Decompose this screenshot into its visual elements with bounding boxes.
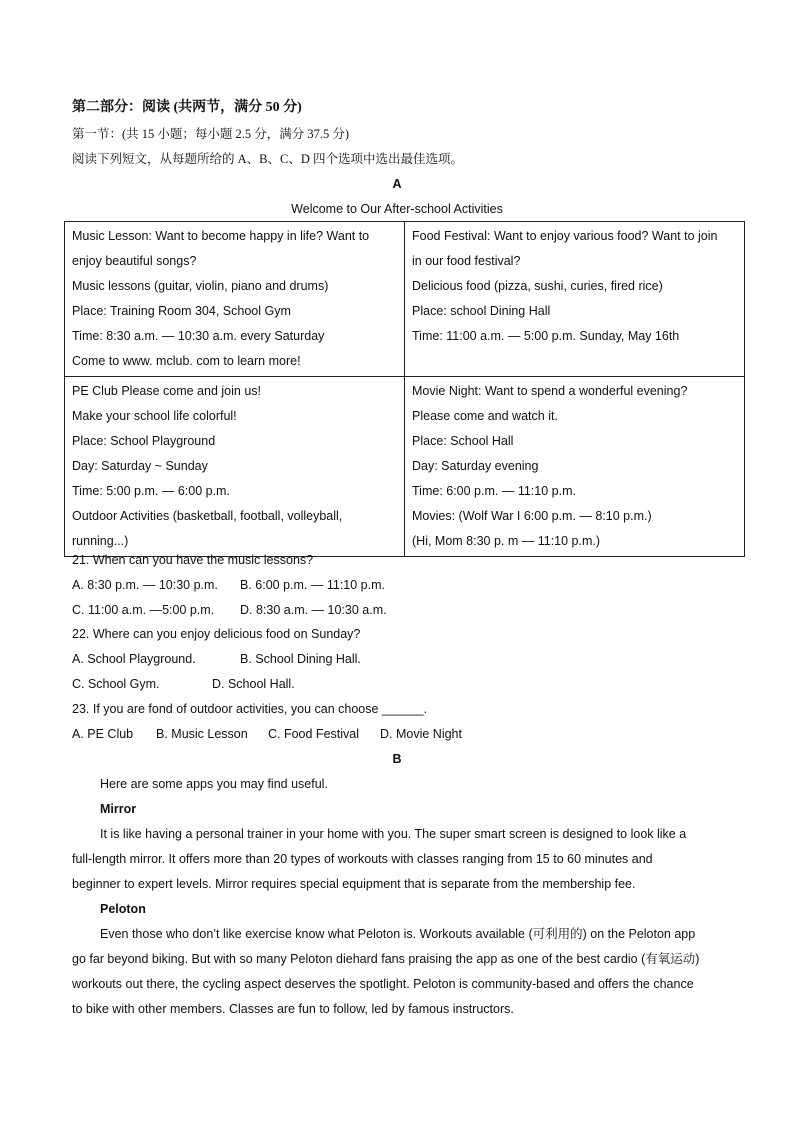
section-title: 第二部分：阅读 (共两节，满分 50 分) xyxy=(72,100,302,115)
passage-b-letter: B xyxy=(392,752,402,766)
cell-line xyxy=(72,224,397,249)
passage-a-letter: A xyxy=(392,177,402,191)
paragraph-line xyxy=(72,922,722,947)
option-a: A. 8:30 p.m. — 10:30 p.m. xyxy=(72,578,218,592)
cell-line: Day: Saturday ~ Sunday xyxy=(72,459,208,473)
activities-table xyxy=(64,221,745,557)
question-21-options-row xyxy=(72,602,387,618)
question-22-stem: 22. Where can you enjoy delicious food on Sunday? xyxy=(72,627,361,641)
cell-line: running...) xyxy=(72,534,129,548)
paragraph-line-text: It is like having a personal trainer in your home with you. The super smart screen is designed to look like a xyxy=(100,827,687,841)
cell-line: Outdoor Activities (basketball, football, volleyball, xyxy=(72,509,343,523)
cell-line: Movies: (Wolf War I 6:00 p.m. — 8:10 p.m.) xyxy=(412,509,652,523)
cell-line: Make your school life colorful! xyxy=(72,409,237,423)
table-row xyxy=(65,377,745,557)
option-d: D. 8:30 a.m. — 10:30 a.m. xyxy=(240,603,387,617)
option-c: C. 11:00 a.m. —5:00 p.m. xyxy=(72,603,215,617)
question-21-stem: 21. When can you have the music lessons? xyxy=(72,553,314,567)
food-festival-cell xyxy=(405,222,745,377)
cell-line: Please come and watch it. xyxy=(412,409,558,423)
paragraph-line xyxy=(72,972,722,997)
cell-line: Place: School Playground xyxy=(72,434,216,448)
option-d: D. Movie Night xyxy=(380,727,462,741)
cell-line: Music lessons (guitar, violin, piano and drums) xyxy=(72,279,329,293)
option-c: C. School Gym. xyxy=(72,677,160,691)
cell-line: enjoy beautiful songs? xyxy=(72,254,197,268)
music-lesson-cell xyxy=(65,222,405,377)
option-b: B. School Dining Hall. xyxy=(240,652,361,666)
cell-line: Place: School Hall xyxy=(412,434,514,448)
section-instruction: 阅读下列短文，从每题所给的 A、B、C、D 四个选项中选出最佳选项。 xyxy=(72,152,463,166)
cell-line: Food Festival: Want to enjoy various food? Want to join xyxy=(412,229,718,243)
option-c: C. Food Festival xyxy=(268,727,360,741)
question-22-options-row xyxy=(72,651,361,667)
cell-line: Come to www. mclub. com to learn more! xyxy=(72,354,301,368)
cell-line-text: Music Lesson: Want to become happy in life? Want to xyxy=(72,229,370,243)
option-a: A. PE Club xyxy=(72,727,134,741)
question-23-stem: 23. If you are fond of outdoor activities, you can choose ______. xyxy=(72,702,428,716)
paragraph-line-text: Even those who don’t like exercise know what Peloton is. Workouts available (可利用的) on the Peloton app xyxy=(100,927,696,941)
mirror-paragraph xyxy=(72,822,722,897)
cell-line: (Hi, Mom 8:30 p. m — 11:10 p.m.) xyxy=(412,534,601,548)
cell-line: Movie Night: Want to spend a wonderful evening? xyxy=(412,384,688,398)
table-row xyxy=(65,222,745,377)
passage-b-intro: Here are some apps you may find useful. xyxy=(100,777,328,791)
paragraph-line-text: go far beyond biking. But with so many Peloton diehard fans praising the app as one of the best cardio (有氧运动) xyxy=(72,952,700,966)
paragraph-line xyxy=(72,947,722,972)
option-b: B. 6:00 p.m. — 11:10 p.m. xyxy=(240,578,385,592)
cell-line: Day: Saturday evening xyxy=(412,459,539,473)
question-23-options-row xyxy=(72,726,462,742)
option-a: A. School Playground. xyxy=(72,652,196,666)
paragraph-line: beginner to expert levels. Mirror requires special equipment that is separate from the membership fee. xyxy=(72,877,636,891)
peloton-title: Peloton xyxy=(100,902,146,916)
paragraph-line xyxy=(72,822,722,847)
movie-night-cell xyxy=(405,377,745,557)
paragraph-line-text: workouts out there, the cycling aspect deserves the spotlight. Peloton is community-based and offers the chance xyxy=(72,977,694,991)
pe-club-cell xyxy=(65,377,405,557)
question-22-options-row xyxy=(72,676,295,692)
question-21-options-row xyxy=(72,577,385,593)
cell-line: PE Club Please come and join us! xyxy=(72,384,261,398)
option-b: B. Music Lesson xyxy=(156,727,248,741)
cell-line: in our food festival? xyxy=(412,254,521,268)
option-d: D. School Hall. xyxy=(212,677,295,691)
passage-a-heading: Welcome to Our After-school Activities xyxy=(291,202,503,216)
paragraph-line: to bike with other members. Classes are fun to follow, led by famous instructors. xyxy=(72,1002,514,1016)
cell-line: Time: 8:30 a.m. — 10:30 a.m. every Saturday xyxy=(72,329,325,343)
cell-line: Time: 11:00 a.m. — 5:00 p.m. Sunday, May 16th xyxy=(412,329,680,343)
paragraph-line-text: full-length mirror. It offers more than 20 types of workouts with classes ranging from 15 to 60 minutes and xyxy=(72,852,653,866)
cell-line: Time: 6:00 p.m. — 11:10 p.m. xyxy=(412,484,576,498)
paragraph-line xyxy=(72,847,722,872)
cell-line: Delicious food (pizza, sushi, curies, fired rice) xyxy=(412,279,663,293)
cell-line: Place: school Dining Hall xyxy=(412,304,551,318)
cell-line: Place: Training Room 304, School Gym xyxy=(72,304,291,318)
mirror-title: Mirror xyxy=(100,802,137,816)
cell-line: Time: 5:00 p.m. — 6:00 p.m. xyxy=(72,484,230,498)
peloton-paragraph xyxy=(72,922,722,1022)
section-subtitle: 第一节：(共 15 小题；每小题 2.5 分，满分 37.5 分) xyxy=(72,127,350,141)
